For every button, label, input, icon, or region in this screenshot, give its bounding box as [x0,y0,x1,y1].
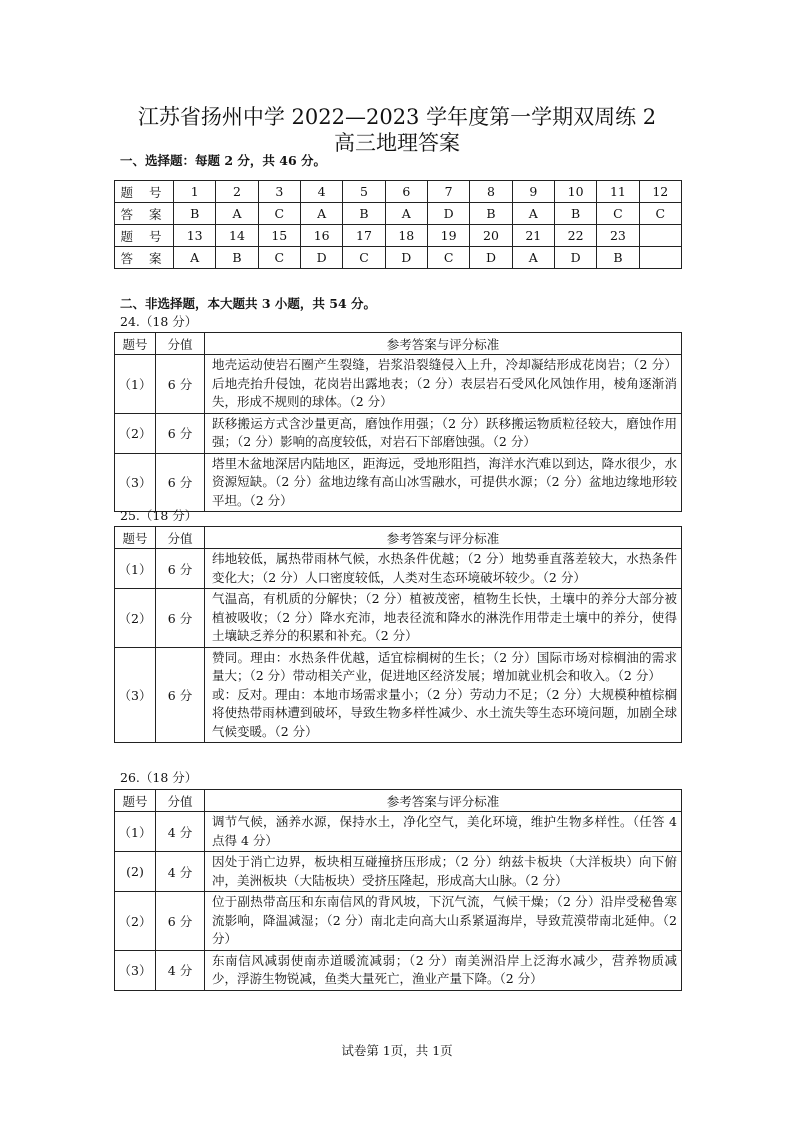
table-row [115,892,682,951]
answer-text: 气温高，有机质的分解快；（2 分）植被茂密，植物生长快，土壤中的养分大部分被植被吸收；（2 分）降水充沛，地表径流和降水的淋洗作用带走土壤中的养分，使得土壤缺乏养分的积累和补充。（2 分） [205,589,682,648]
question-25-label: 25.（18 分） [120,508,198,523]
question-number: （3） [115,950,156,990]
table-row [115,355,682,414]
table-cell: A [385,203,427,225]
table-cell [639,247,681,269]
table-cell: C [597,203,639,225]
question-26-table [114,789,682,991]
question-number: （2） [115,413,156,453]
table-cell: B [343,203,385,225]
question-number: （1） [115,355,156,414]
question-number: （2） [115,892,156,951]
table-cell: 4 [300,181,342,203]
table-cell: C [258,203,300,225]
page-footer: 试卷第 1页，共 1页 [341,1043,453,1058]
question-score: 6 分 [156,589,205,648]
answer-text: 跃移搬运方式含沙量更高，磨蚀作用强；（2 分）跃移搬运物质粒径较大，磨蚀作用强；（2 分）影响的高度较低，对岩石下部磨蚀强。（2 分） [205,413,682,453]
question-score: 6 分 [156,647,205,743]
table-cell: C [639,203,681,225]
table-cell: 22 [554,225,596,247]
answer-text: 调节气候，涵养水源，保持水土，净化空气，美化环境，维护生物多样性。（任答 4 点得 4 分） [205,812,682,852]
table-cell: 3 [258,181,300,203]
row-label: 答 案 [115,203,174,225]
table-row [115,181,682,203]
table-row [115,247,682,269]
section1-heading: 一、选择题：每题 2 分，共 46 分。 [120,153,327,168]
question-score: 6 分 [156,892,205,951]
table-cell: 15 [258,225,300,247]
table-row [115,852,682,892]
table-cell: B [554,203,596,225]
answer-text: 赞同。理由：水热条件优越，适宜棕榈树的生长；（2 分）国际市场对棕榈油的需求量大；（2 分）带动相关产业，促进地区经济发展；增加就业机会和收入。（2 分） [212,649,677,683]
answer-text-alt: 或：反对。理由：本地市场需求量小；（2 分）劳动力不足；（2 分）大规模种植棕榈将使热带雨林遭到破坏，导致生物多样性减少、水土流失等生态环境问题，加剧全球气候变暖。（2 分） [212,686,677,739]
table-cell: 18 [385,225,427,247]
table-header-row [115,333,682,355]
table-cell: 7 [427,181,469,203]
table-cell: 13 [174,225,216,247]
col-header-num: 题号 [115,790,156,812]
table-row [115,647,682,743]
question-number: （3） [115,453,156,512]
question-26-label: 26.（18 分） [120,770,198,785]
col-header-num: 题号 [115,527,156,549]
table-cell: B [216,247,258,269]
table-cell: 9 [512,181,554,203]
table-cell [639,225,681,247]
question-number: （2） [115,589,156,648]
table-cell: 6 [385,181,427,203]
table-cell: 8 [470,181,512,203]
table-cell: B [174,203,216,225]
col-header-answer: 参考答案与评分标准 [205,333,682,355]
answer-text: 地壳运动使岩石圈产生裂缝，岩浆沿裂缝侵入上升，冷却凝结形成花岗岩；（2 分）后地壳抬升侵蚀，花岗岩出露地表；（2 分）表层岩石受风化风蚀作用，棱角逐渐消失，形成不规则的球体。（2 分） [205,355,682,414]
table-row [115,225,682,247]
multiple-choice-table [114,180,682,269]
col-header-score: 分值 [156,333,205,355]
table-row [115,589,682,648]
col-header-num: 题号 [115,333,156,355]
col-header-score: 分值 [156,527,205,549]
answer-text: 塔里木盆地深居内陆地区，距海远，受地形阻挡，海洋水汽难以到达，降水很少，水资源短缺。（2 分）盆地边缘有高山冰雪融水，可提供水源；（2 分）盆地边缘地形较平坦。（2 分） [205,453,682,512]
table-cell: C [343,247,385,269]
question-number: (2) [115,852,156,892]
question-score: 4 分 [156,812,205,852]
question-score: 4 分 [156,950,205,990]
table-cell: D [554,247,596,269]
table-cell: C [427,247,469,269]
table-cell: D [470,247,512,269]
table-cell: 1 [174,181,216,203]
question-number: （1） [115,549,156,589]
table-cell: A [174,247,216,269]
table-cell: A [512,247,554,269]
question-score: 4 分 [156,852,205,892]
table-row [115,549,682,589]
question-25-table [114,526,682,743]
table-cell: B [470,203,512,225]
table-cell: B [597,247,639,269]
section2-heading: 二、非选择题，本大题共 3 小题，共 54 分。 [120,296,377,311]
table-header-row [115,527,682,549]
page-title: 江苏省扬州中学 2022—2023 学年度第一学期双周练 2 [137,105,657,129]
table-cell: 2 [216,181,258,203]
table-cell: A [512,203,554,225]
question-score: 6 分 [156,549,205,589]
table-row [115,950,682,990]
col-header-score: 分值 [156,790,205,812]
question-24-label: 24.（18 分） [120,314,198,329]
table-cell: 10 [554,181,596,203]
question-score: 6 分 [156,355,205,414]
table-cell: 23 [597,225,639,247]
table-cell: 14 [216,225,258,247]
answer-text: 位于副热带高压和东南信风的背风坡，下沉气流，气候干燥；（2 分）沿岸受秘鲁寒流影响，降温减湿；（2 分）南北走向高大山系紧逼海岸，导致荒漠带南北延伸。（2 分） [205,892,682,951]
page-subtitle: 高三地理答案 [334,131,460,155]
table-row [115,812,682,852]
table-header-row [115,790,682,812]
question-number: （3） [115,647,156,743]
col-header-answer: 参考答案与评分标准 [205,790,682,812]
answer-text-block [205,647,682,743]
table-cell: C [258,247,300,269]
table-cell: D [427,203,469,225]
question-24-table [114,332,682,512]
table-cell: A [216,203,258,225]
row-label: 答 案 [115,247,174,269]
answer-text: 纬地较低，属热带雨林气候，水热条件优越；（2 分）地势垂直落差较大，水热条件变化大；（2 分）人口密度较低，人类对生态环境破坏较少。（2 分） [205,549,682,589]
table-cell: A [300,203,342,225]
table-cell: 20 [470,225,512,247]
table-cell: 19 [427,225,469,247]
question-score: 6 分 [156,453,205,512]
col-header-answer: 参考答案与评分标准 [205,527,682,549]
table-row [115,413,682,453]
table-cell: 16 [300,225,342,247]
answer-text: 因处于消亡边界，板块相互碰撞挤压形成；（2 分）纳兹卡板块（大洋板块）向下俯冲，美洲板块（大陆板块）受挤压隆起，形成高大山脉。（2 分） [205,852,682,892]
question-number: （1） [115,812,156,852]
row-label: 题 号 [115,181,174,203]
row-label: 题 号 [115,225,174,247]
table-row [115,203,682,225]
table-cell: 11 [597,181,639,203]
table-cell: D [385,247,427,269]
table-cell: 21 [512,225,554,247]
table-cell: 5 [343,181,385,203]
question-score: 6 分 [156,413,205,453]
table-cell: D [300,247,342,269]
answer-text: 东南信风减弱使南赤道暖流减弱；（2 分）南美洲沿岸上泛海水减少，营养物质减少，浮游生物锐减，鱼类大量死亡，渔业产量下降。（2 分） [205,950,682,990]
table-cell: 17 [343,225,385,247]
table-row [115,453,682,512]
table-cell: 12 [639,181,681,203]
